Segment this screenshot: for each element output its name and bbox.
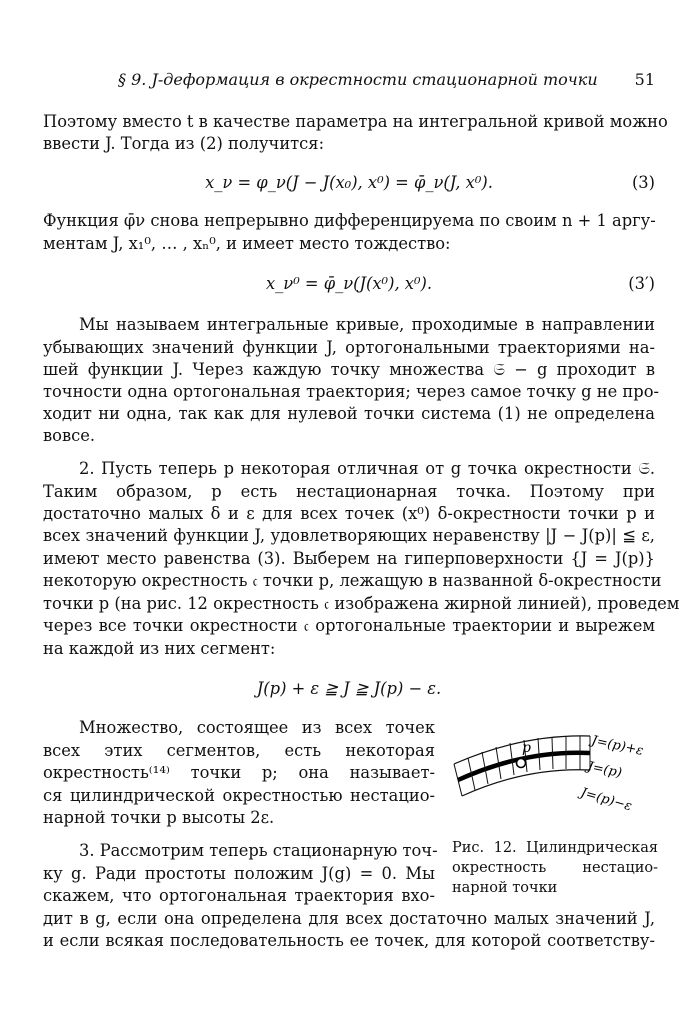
text-line: Мы называем интегральные кривые, проходимые в направлении [79,315,655,334]
equation-formula: x_ν = φ_ν(J − J(x₀), x⁰) = φ̄_ν(J, x⁰). [205,173,493,192]
text-line: некоторую окрестность 𝔠 точки p, лежащую в названной δ-окрестности [43,571,662,590]
text-line: всех этих сегментов, есть некоторая [43,741,435,760]
label-upper: J=(p)+ε [590,733,645,759]
text-line: 2. Пусть теперь p некоторая отличная от g точка окрестности 𝔖. [79,459,655,478]
text-line: дит в g, если она определена для всех достаточно малых значений J, [43,909,655,928]
text-line: через все точки окрестности 𝔠 ортогональные траектории и вырежем [43,616,655,635]
text-line: 3. Рассмотрим теперь стационарную точ- [79,841,438,860]
text-line: достаточно малых δ и ε для всех точек (x⁰) δ-окрестности точки p и [43,504,655,523]
text-line: скажем, что ортогональная траектория вхо- [43,886,435,905]
equation-number: (3) [631,173,655,192]
page-number: 51 [634,70,655,89]
label-middle: J=(p) [586,759,624,782]
text-line: Множество, состоящее из всех точек [79,718,435,737]
text-line: на каждой из них сегмент: [43,639,276,658]
figure-12-cylindrical-neighborhood [450,730,670,830]
equation-number: (3′) [628,274,655,293]
text-line: ся цилиндрической окрестностью нестацио- [43,786,435,805]
label-p: p [522,740,531,756]
text-line: ментам J, x₁⁰, … , xₙ⁰, и имеет место тождество: [43,234,451,253]
figure-caption-line: окрестность нестацио- [452,860,658,876]
text-line: окрестность⁽¹⁴⁾ точки p; она называет- [43,763,435,782]
text-line: и если всякая последовательность ее точек, для которой соответству- [43,931,655,950]
running-header [43,70,655,92]
equation-formula: J(p) + ε ≧ J ≧ J(p) − ε. [256,679,442,698]
lower-boundary-arc [462,770,590,796]
text-line: шей функции J. Через каждую точку множества 𝔖 − g проходит в [43,360,655,379]
equation-formula: x_ν⁰ = φ̄_ν(J(x⁰), x⁰). [265,274,433,293]
text-line: Функция φ̄ν снова непрерывно дифференцируема по своим n + 1 аргу- [43,211,656,230]
text-line: имеют место равенства (3). Выберем на гиперповерхности {J = J(p)} [43,549,655,568]
text-line: Таким образом, p есть нестационарная точка. Поэтому при [43,482,655,501]
text-line: Поэтому вместо t в качестве параметра на интегральной кривой можно [43,112,668,131]
text-line: ходит ни одна, так как для нулевой точки система (1) не определена [43,404,655,423]
label-lower: J=(p)−ε [578,785,634,815]
text-line: всех значений функции J, удовлетворяющих неравенству |J − J(p)| ≦ ε, [43,526,655,545]
text-line: ввести J. Тогда из (2) получится: [43,134,325,153]
text-line: точки p (на рис. 12 окрестность 𝔠 изображена жирной линией), проведем [43,594,680,613]
text-line: нарной точки p высоты 2ε. [43,808,275,827]
text-line: вовсе. [43,426,96,445]
point-p-marker [517,759,526,768]
figure-caption-line: нарной точки [452,880,558,896]
text-line: ку g. Ради простоты положим J(g) = 0. Мы [43,864,435,883]
figure-caption-line: Рис. 12. Цилиндрическая [452,840,658,856]
text-line: точности одна ортогональная траектория; через самое точку g не про- [43,382,659,401]
text-line: убывающих значений функции J, ортогональными траекториями на- [43,338,655,357]
section-title: § 9. J-деформация в окрестности стационарной точки [118,70,598,89]
